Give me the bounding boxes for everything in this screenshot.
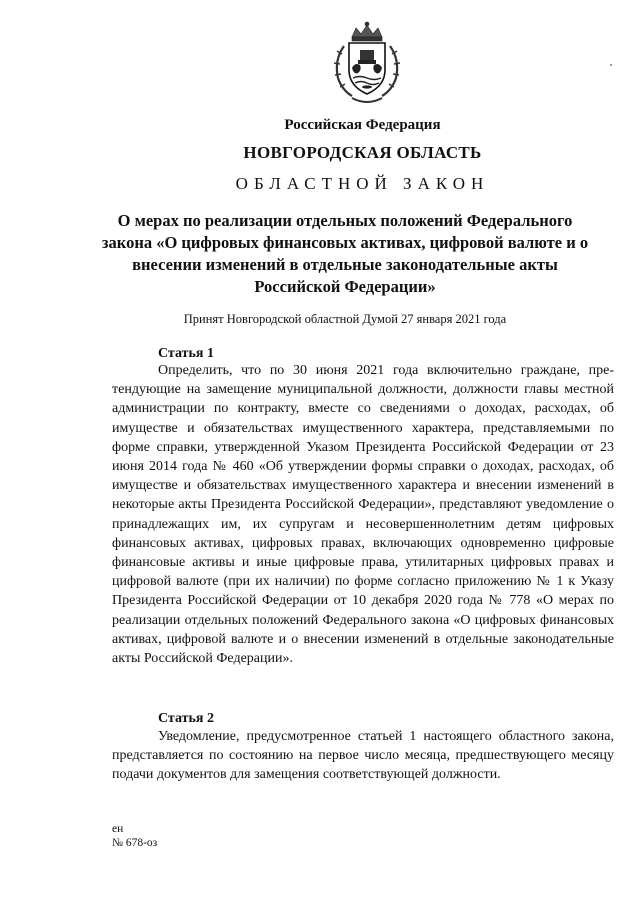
- region-name: НОВГОРОДСКАЯ ОБЛАСТЬ: [243, 143, 482, 162]
- document-footer: [112, 822, 157, 850]
- adoption-line: Принят Новгородской областной Думой 27 января 2021 года: [183, 312, 507, 326]
- document-type: ОБЛАСТНОЙ ЗАКОН: [235, 174, 490, 193]
- article-1-text: Определить, что по 30 июня 2021 года включительно граждане, претендующие на замещение муниципальной должности, должности главы местной администрации по контракту, вместе со сведениями о доходах, расходах, об имуществе и обязательствах имущественного характера, представляемыми по форме справки, утвержденной Указом Президента Российской Федерации от 23 июня 2014 года № 460 «Об утверждении формы справки о доходах, расходах, об имуществе и обязательствах имущественного характера и внесении изменений в некоторые акты Президента Российской Федерации», представляют уведомление о принадлежащих им, их супругам и несовершеннолетним детям цифровых финансовых активах, цифровых правах, включающих одновременно цифровые финансовые активы и иные цифровые права, утилитарных цифровых правах и цифровой валюте (при их наличии) по форме согласно приложению № 1 к Указу Президента Российской Федерации от 10 декабря 2020 года № 778 «О мерах по реализации отдельных положений Федерального закона «О цифровых финансовых активах, цифровой валюте и о внесении изменений в отдельные законодательные акты Российской Федерации».: [112, 363, 614, 667]
- law-number: № 678-оз: [112, 837, 158, 849]
- law-title: О мерах по реализации отдельных положений Федерального закона «О цифровых финансовых активах, цифровой валюте и о внесении изменений в отдельные законодательные акты Российской Федерации»: [101, 211, 589, 296]
- novgorod-coat-of-arms-icon: [322, 20, 412, 110]
- article-1-heading: Статья 1: [158, 346, 214, 361]
- article-2-text: Уведомление, предусмотренное статьей 1 настоящего областного закона, представляется по состоянию на первое число месяца, предшествующего месяцу подачи документов для замещения соответствующей должности.: [112, 729, 614, 783]
- article-2-heading: Статья 2: [158, 711, 214, 726]
- country-name: Российская Федерация: [284, 117, 441, 133]
- executor-initials: ен: [112, 823, 124, 835]
- scan-dot: [610, 64, 612, 66]
